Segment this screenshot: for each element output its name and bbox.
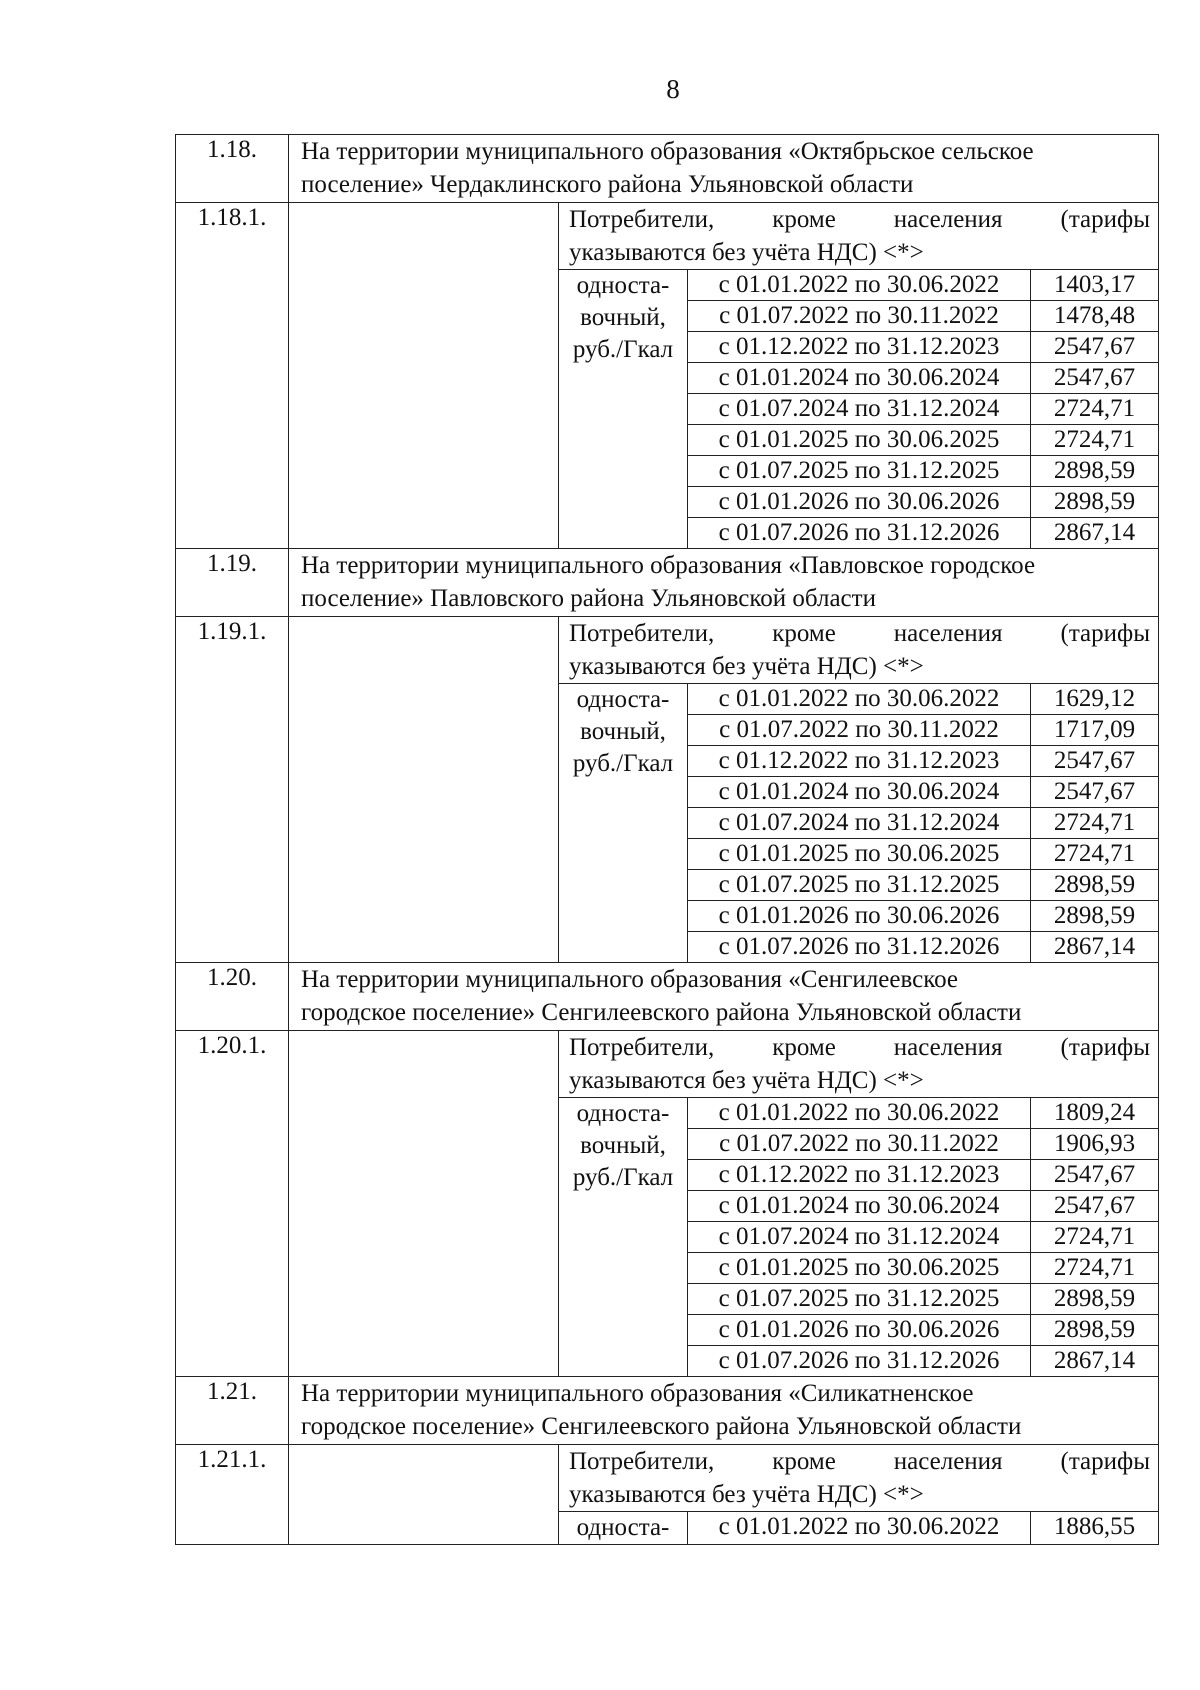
period-cell: с 01.01.2025 по 30.06.2025 bbox=[688, 425, 1031, 456]
consumers-description bbox=[559, 617, 1159, 684]
period-cell: с 01.01.2026 по 30.06.2026 bbox=[688, 1315, 1031, 1346]
consumers-word: Потребители, bbox=[569, 206, 715, 233]
tariff-unit-line: односта- bbox=[576, 686, 670, 713]
period-cell: с 01.01.2022 по 30.06.2022 bbox=[688, 270, 1031, 301]
consumers-line-1 bbox=[569, 203, 1150, 236]
tariff-value-cell: 2547,67 bbox=[1031, 363, 1159, 394]
tariff-unit-line: руб./Гкал bbox=[572, 1164, 674, 1191]
period-cell: с 01.07.2022 по 30.11.2022 bbox=[688, 715, 1031, 746]
consumers-word: (тарифы bbox=[1060, 1034, 1151, 1061]
period-cell: с 01.07.2024 по 31.12.2024 bbox=[688, 394, 1031, 425]
consumers-description bbox=[559, 1445, 1159, 1512]
section-header-row bbox=[176, 1377, 1159, 1445]
section-title-line: На территории муниципального образования «Сенгилеевское bbox=[301, 966, 958, 993]
section-title-line: городское поселение» Сенгилеевского района Ульяновской области bbox=[301, 1413, 1022, 1440]
tariff-unit bbox=[559, 1098, 688, 1377]
tariff-value-cell: 2547,67 bbox=[1031, 1191, 1159, 1222]
tariff-value-cell: 2547,67 bbox=[1031, 777, 1159, 808]
consumers-word: населения bbox=[893, 620, 1003, 647]
subsection-number: 1.20.1. bbox=[176, 1031, 289, 1377]
consumers-word: Потребители, bbox=[569, 1448, 715, 1475]
tariff-value-cell: 2724,71 bbox=[1031, 1222, 1159, 1253]
tariff-unit-line: вочный, bbox=[580, 718, 666, 745]
tariff-value-cell: 2547,67 bbox=[1031, 332, 1159, 363]
period-cell: с 01.07.2024 по 31.12.2024 bbox=[688, 1222, 1031, 1253]
empty-cell bbox=[289, 203, 559, 549]
tariff-value-cell: 2867,14 bbox=[1031, 932, 1159, 963]
consumers-word: (тарифы bbox=[1060, 1448, 1151, 1475]
tariff-unit bbox=[559, 270, 688, 549]
empty-cell bbox=[289, 617, 559, 963]
tariff-unit-line: руб./Гкал bbox=[572, 336, 674, 363]
consumers-line-2: указываются без учёта НДС) <*> bbox=[569, 239, 924, 266]
empty-cell bbox=[289, 1445, 559, 1545]
consumers-word: населения bbox=[893, 206, 1003, 233]
section-title-line: поселение» Чердаклинского района Ульяновской области bbox=[301, 171, 914, 198]
period-cell: с 01.07.2026 по 31.12.2026 bbox=[688, 1346, 1031, 1377]
tariff-unit bbox=[559, 1512, 688, 1545]
section-header-row bbox=[176, 549, 1159, 617]
consumers-line-2: указываются без учёта НДС) <*> bbox=[569, 1481, 924, 1508]
section-header-row bbox=[176, 963, 1159, 1031]
period-cell: с 01.01.2022 по 30.06.2022 bbox=[688, 1512, 1031, 1545]
tariff-value-cell: 2724,71 bbox=[1031, 394, 1159, 425]
tariff-value-cell: 1906,93 bbox=[1031, 1129, 1159, 1160]
tariff-value-cell: 1629,12 bbox=[1031, 684, 1159, 715]
consumers-line-2: указываются без учёта НДС) <*> bbox=[569, 653, 924, 680]
section-number: 1.21. bbox=[176, 1377, 289, 1445]
tariff-value-cell: 2898,59 bbox=[1031, 456, 1159, 487]
tariff-value-cell: 1478,48 bbox=[1031, 301, 1159, 332]
tariff-value-cell: 2724,71 bbox=[1031, 839, 1159, 870]
section-number: 1.20. bbox=[176, 963, 289, 1031]
period-cell: с 01.07.2025 по 31.12.2025 bbox=[688, 456, 1031, 487]
period-cell: с 01.01.2024 по 30.06.2024 bbox=[688, 777, 1031, 808]
consumers-word: (тарифы bbox=[1060, 206, 1151, 233]
consumers-word: кроме bbox=[772, 206, 836, 233]
subsection-number: 1.18.1. bbox=[176, 203, 289, 549]
tariff-value-cell: 2898,59 bbox=[1031, 870, 1159, 901]
section-title-line: городское поселение» Сенгилеевского района Ульяновской области bbox=[301, 999, 1022, 1026]
section-number: 1.19. bbox=[176, 549, 289, 617]
tariff-value-cell: 1403,17 bbox=[1031, 270, 1159, 301]
section-title-line: поселение» Павловского района Ульяновской области bbox=[301, 585, 876, 612]
consumers-word: Потребители, bbox=[569, 620, 715, 647]
consumers-word: населения bbox=[893, 1448, 1003, 1475]
tariff-value-cell: 2867,14 bbox=[1031, 518, 1159, 549]
tariff-value-cell: 2724,71 bbox=[1031, 1253, 1159, 1284]
tariff-value-cell: 2547,67 bbox=[1031, 1160, 1159, 1191]
period-cell: с 01.01.2024 по 30.06.2024 bbox=[688, 1191, 1031, 1222]
consumers-line-2: указываются без учёта НДС) <*> bbox=[569, 1067, 924, 1094]
consumers-description bbox=[559, 1031, 1159, 1098]
period-cell: с 01.07.2026 по 31.12.2026 bbox=[688, 932, 1031, 963]
period-cell: с 01.07.2025 по 31.12.2025 bbox=[688, 870, 1031, 901]
consumers-word: (тарифы bbox=[1060, 620, 1151, 647]
section-title bbox=[289, 1377, 1159, 1445]
tariff-value-cell: 2898,59 bbox=[1031, 1315, 1159, 1346]
period-cell: с 01.07.2024 по 31.12.2024 bbox=[688, 808, 1031, 839]
period-cell: с 01.07.2022 по 30.11.2022 bbox=[688, 301, 1031, 332]
consumers-row bbox=[176, 1445, 1159, 1512]
period-cell: с 01.01.2025 по 30.06.2025 bbox=[688, 839, 1031, 870]
consumers-row bbox=[176, 1031, 1159, 1098]
tariff-value-cell: 1886,55 bbox=[1031, 1512, 1159, 1545]
section-title-line: На территории муниципального образования «Павловское городское bbox=[301, 552, 1036, 579]
period-cell: с 01.12.2022 по 31.12.2023 bbox=[688, 746, 1031, 777]
consumers-word: кроме bbox=[772, 1034, 836, 1061]
section-number: 1.18. bbox=[176, 135, 289, 203]
empty-cell bbox=[289, 1031, 559, 1377]
period-cell: с 01.07.2026 по 31.12.2026 bbox=[688, 518, 1031, 549]
period-cell: с 01.01.2022 по 30.06.2022 bbox=[688, 1098, 1031, 1129]
tariff-value-cell: 2547,67 bbox=[1031, 746, 1159, 777]
consumers-word: населения bbox=[893, 1034, 1003, 1061]
consumers-line-1 bbox=[569, 1031, 1150, 1064]
tariff-value-cell: 2898,59 bbox=[1031, 901, 1159, 932]
period-cell: с 01.07.2025 по 31.12.2025 bbox=[688, 1284, 1031, 1315]
tariff-value-cell: 2898,59 bbox=[1031, 1284, 1159, 1315]
period-cell: с 01.12.2022 по 31.12.2023 bbox=[688, 1160, 1031, 1191]
page-number: 8 bbox=[666, 74, 680, 104]
consumers-line-1 bbox=[569, 1445, 1150, 1478]
consumers-row bbox=[176, 617, 1159, 684]
consumers-word: кроме bbox=[772, 1448, 836, 1475]
tariff-unit-line: вочный, bbox=[580, 304, 666, 331]
tariff-unit bbox=[559, 684, 688, 963]
tariff-value-cell: 2898,59 bbox=[1031, 487, 1159, 518]
consumers-row bbox=[176, 203, 1159, 270]
tariff-value-cell: 2724,71 bbox=[1031, 808, 1159, 839]
tariff-value-cell: 1809,24 bbox=[1031, 1098, 1159, 1129]
tariff-table bbox=[175, 134, 1159, 1545]
consumers-word: кроме bbox=[772, 620, 836, 647]
period-cell: с 01.01.2026 по 30.06.2026 bbox=[688, 487, 1031, 518]
section-title bbox=[289, 549, 1159, 617]
subsection-number: 1.19.1. bbox=[176, 617, 289, 963]
section-title bbox=[289, 135, 1159, 203]
period-cell: с 01.07.2022 по 30.11.2022 bbox=[688, 1129, 1031, 1160]
period-cell: с 01.12.2022 по 31.12.2023 bbox=[688, 332, 1031, 363]
tariff-unit-line: руб./Гкал bbox=[572, 750, 674, 777]
section-title bbox=[289, 963, 1159, 1031]
tariff-unit-line: односта- bbox=[576, 272, 670, 299]
period-cell: с 01.01.2024 по 30.06.2024 bbox=[688, 363, 1031, 394]
period-cell: с 01.01.2022 по 30.06.2022 bbox=[688, 684, 1031, 715]
tariff-value-cell: 2867,14 bbox=[1031, 1346, 1159, 1377]
section-title-line: На территории муниципального образования «Октябрьское сельское bbox=[301, 138, 1034, 165]
tariff-unit-line: вочный, bbox=[580, 1132, 666, 1159]
period-cell: с 01.01.2026 по 30.06.2026 bbox=[688, 901, 1031, 932]
consumers-description bbox=[559, 203, 1159, 270]
consumers-word: Потребители, bbox=[569, 1034, 715, 1061]
section-title-line: На территории муниципального образования «Силикатненское bbox=[301, 1380, 974, 1407]
section-header-row bbox=[176, 135, 1159, 203]
tariff-unit-line: односта- bbox=[576, 1514, 670, 1541]
tariff-value-cell: 1717,09 bbox=[1031, 715, 1159, 746]
consumers-line-1 bbox=[569, 617, 1150, 650]
subsection-number: 1.21.1. bbox=[176, 1445, 289, 1545]
tariff-value-cell: 2724,71 bbox=[1031, 425, 1159, 456]
period-cell: с 01.01.2025 по 30.06.2025 bbox=[688, 1253, 1031, 1284]
tariff-unit-line: односта- bbox=[576, 1100, 670, 1127]
